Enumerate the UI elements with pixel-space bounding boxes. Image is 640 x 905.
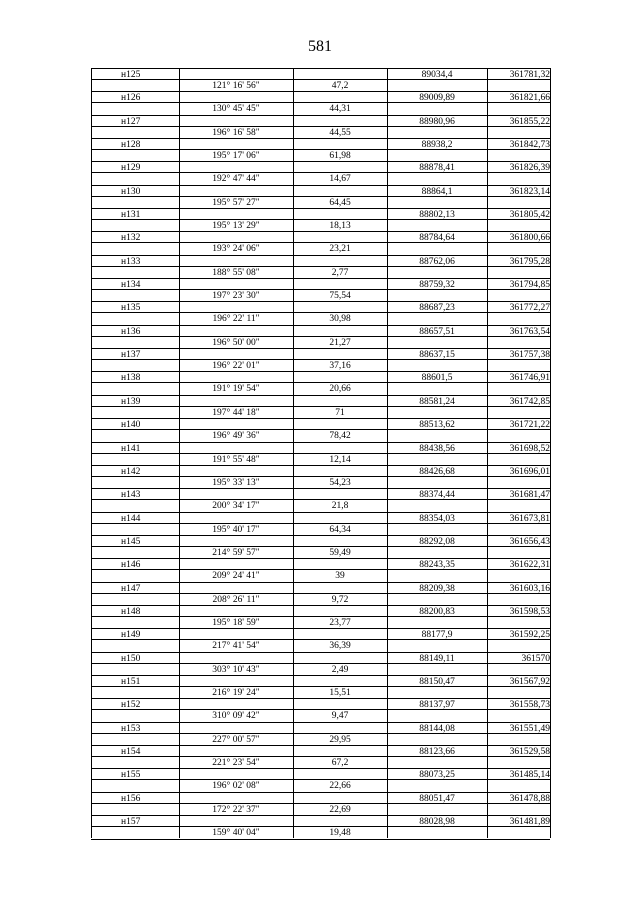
coordinate-x: 88759,32 bbox=[419, 280, 455, 291]
row-line bbox=[91, 231, 550, 232]
page-number: 581 bbox=[308, 38, 332, 55]
table-row bbox=[91, 278, 550, 301]
row-line bbox=[91, 605, 550, 606]
point-name: н156 bbox=[121, 793, 141, 804]
point-name: н126 bbox=[121, 93, 141, 104]
coordinate-x: 88150,47 bbox=[419, 676, 455, 687]
distance: 67,2 bbox=[331, 757, 349, 768]
distance: 9,47 bbox=[331, 711, 349, 722]
direction-angle: 195° 33' 13" bbox=[212, 477, 260, 488]
point-name: н144 bbox=[121, 513, 141, 524]
direction-angle: 191° 55' 48" bbox=[212, 454, 260, 465]
direction-angle: 217° 41' 54" bbox=[212, 641, 260, 652]
point-name: н146 bbox=[121, 560, 141, 571]
coordinate-x: 88784,64 bbox=[419, 233, 455, 244]
table-row bbox=[91, 161, 550, 184]
table-column-divider bbox=[293, 68, 294, 838]
point-name: н149 bbox=[121, 630, 141, 641]
coordinate-x: 88802,13 bbox=[419, 210, 455, 221]
point-name: н133 bbox=[121, 256, 141, 267]
coordinate-x: 88513,62 bbox=[419, 420, 455, 431]
row-line bbox=[91, 418, 550, 419]
direction-angle: 197° 23' 30" bbox=[212, 291, 260, 302]
direction-angle: 196° 16' 58" bbox=[212, 127, 260, 138]
coordinate-y: 361823,14 bbox=[509, 186, 550, 197]
table-row bbox=[91, 185, 550, 208]
table-row bbox=[91, 768, 550, 791]
distance: 22,69 bbox=[329, 804, 351, 815]
distance: 29,95 bbox=[329, 734, 351, 745]
point-name: н139 bbox=[121, 396, 141, 407]
table-row bbox=[91, 512, 550, 535]
coordinate-y: 361794,85 bbox=[509, 280, 550, 291]
coordinate-y: 361622,31 bbox=[509, 560, 550, 571]
distance: 61,98 bbox=[329, 151, 351, 162]
point-name: н141 bbox=[121, 443, 141, 454]
coordinate-y: 361570 bbox=[521, 653, 550, 664]
coordinate-x: 89034,4 bbox=[421, 70, 453, 80]
distance: 44,31 bbox=[329, 104, 351, 115]
table-row bbox=[91, 208, 550, 231]
coordinate-y: 361795,28 bbox=[509, 256, 550, 267]
direction-angle: 196° 49' 36" bbox=[212, 431, 260, 442]
table-row bbox=[91, 535, 550, 558]
coordinate-x: 88980,96 bbox=[419, 116, 455, 127]
distance: 44,55 bbox=[329, 127, 351, 138]
table-column-divider bbox=[179, 68, 180, 838]
coordinate-x: 88149,11 bbox=[419, 653, 455, 664]
point-name: н140 bbox=[121, 420, 141, 431]
direction-angle: 227° 00' 57" bbox=[212, 734, 260, 745]
table-row bbox=[91, 558, 550, 581]
table-row bbox=[91, 792, 550, 815]
point-name: н143 bbox=[121, 490, 141, 501]
distance: 75,54 bbox=[329, 291, 351, 302]
distance: 37,16 bbox=[329, 361, 351, 372]
row-line bbox=[91, 138, 550, 139]
table-border-left bbox=[91, 68, 92, 838]
point-name: н137 bbox=[121, 350, 141, 361]
distance: 39 bbox=[335, 571, 345, 582]
point-name: н155 bbox=[121, 770, 141, 781]
table-row bbox=[91, 605, 550, 628]
point-name: н154 bbox=[121, 746, 141, 757]
distance: 21,8 bbox=[331, 501, 349, 512]
direction-angle: 188° 55' 08" bbox=[212, 267, 260, 278]
coordinate-x: 88687,23 bbox=[419, 303, 455, 314]
direction-angle: 121° 16' 56" bbox=[212, 81, 260, 91]
coordinate-y: 361656,43 bbox=[509, 536, 550, 547]
coordinate-x: 88374,44 bbox=[419, 490, 455, 501]
direction-angle: 195° 40' 17" bbox=[212, 524, 260, 535]
coordinate-x: 88177,9 bbox=[421, 630, 453, 641]
point-name: н129 bbox=[121, 163, 141, 174]
coordinate-x: 88144,08 bbox=[419, 723, 455, 734]
coordinate-x: 88581,24 bbox=[419, 396, 455, 407]
distance: 64,45 bbox=[329, 197, 351, 208]
table-row bbox=[91, 255, 550, 278]
coordinate-x: 88209,38 bbox=[419, 583, 455, 594]
distance: 15,51 bbox=[329, 687, 351, 698]
direction-angle: 172° 22' 37" bbox=[212, 804, 260, 815]
table-bottom-line bbox=[91, 839, 550, 840]
point-name: н136 bbox=[121, 326, 141, 337]
coordinate-y: 361772,27 bbox=[509, 303, 550, 314]
point-name: н125 bbox=[121, 70, 141, 80]
direction-angle: 310° 09' 42" bbox=[212, 711, 260, 722]
point-name: н145 bbox=[121, 536, 141, 547]
row-line bbox=[91, 792, 550, 793]
point-name: н152 bbox=[121, 700, 141, 711]
distance: 19,48 bbox=[329, 828, 351, 838]
coordinate-x: 88123,66 bbox=[419, 746, 455, 757]
row-line bbox=[91, 348, 550, 349]
distance: 20,66 bbox=[329, 384, 351, 395]
direction-angle: 195° 18' 59" bbox=[212, 617, 260, 628]
direction-angle: 196° 02' 08" bbox=[212, 781, 260, 792]
point-name: н131 bbox=[121, 210, 141, 221]
distance: 54,23 bbox=[329, 477, 351, 488]
row-line bbox=[91, 535, 550, 536]
coordinate-y: 361721,22 bbox=[509, 420, 550, 431]
coordinate-y: 361478,88 bbox=[509, 793, 550, 804]
coordinate-x: 89009,89 bbox=[419, 93, 455, 104]
row-line bbox=[91, 582, 550, 583]
direction-angle: 192° 47' 44" bbox=[212, 174, 260, 185]
coordinate-y: 361826,39 bbox=[509, 163, 550, 174]
direction-angle: 209° 24' 41" bbox=[212, 571, 260, 582]
table-column-divider bbox=[387, 68, 388, 838]
row-line bbox=[91, 68, 550, 69]
coordinate-x: 88292,08 bbox=[419, 536, 455, 547]
table-row bbox=[91, 488, 550, 511]
table-column-divider bbox=[487, 68, 488, 838]
point-name: н153 bbox=[121, 723, 141, 734]
table-row bbox=[91, 91, 550, 114]
distance: 30,98 bbox=[329, 314, 351, 325]
coordinate-y: 361855,22 bbox=[509, 116, 550, 127]
table-row bbox=[91, 418, 550, 441]
direction-angle: 195° 57' 27" bbox=[212, 197, 260, 208]
row-line bbox=[91, 628, 550, 629]
table-row bbox=[91, 698, 550, 721]
coordinate-x: 88864,1 bbox=[421, 186, 453, 197]
coordinate-y: 361567,92 bbox=[509, 676, 550, 687]
distance: 78,42 bbox=[329, 431, 351, 442]
coordinates-table bbox=[91, 68, 550, 838]
direction-angle: 303° 10' 43" bbox=[212, 664, 260, 675]
table-row bbox=[91, 348, 550, 371]
coordinate-y: 361698,52 bbox=[509, 443, 550, 454]
point-name: н150 bbox=[121, 653, 141, 664]
distance: 47,2 bbox=[331, 81, 349, 91]
direction-angle: 200° 34' 17" bbox=[212, 501, 260, 512]
table-row bbox=[91, 325, 550, 348]
coordinate-x: 88637,15 bbox=[419, 350, 455, 361]
distance: 21,27 bbox=[329, 337, 351, 348]
table-row bbox=[91, 371, 550, 394]
point-name: н128 bbox=[121, 140, 141, 151]
table-row bbox=[91, 465, 550, 488]
coordinate-x: 88028,98 bbox=[419, 817, 455, 827]
direction-angle: 130° 45' 45" bbox=[212, 104, 260, 115]
point-name: н138 bbox=[121, 373, 141, 384]
coordinate-y: 361696,01 bbox=[509, 466, 550, 477]
row-line bbox=[91, 161, 550, 162]
coordinate-y: 361842,73 bbox=[509, 140, 550, 151]
direction-angle: 196° 50' 00" bbox=[212, 337, 260, 348]
direction-angle: 221° 23' 54" bbox=[212, 757, 260, 768]
coordinate-y: 361805,42 bbox=[509, 210, 550, 221]
distance: 9,72 bbox=[331, 594, 349, 605]
coordinate-x: 88051,47 bbox=[419, 793, 455, 804]
point-name: н127 bbox=[121, 116, 141, 127]
coordinate-x: 88137,97 bbox=[419, 700, 455, 711]
table-row bbox=[91, 301, 550, 324]
coordinate-x: 88073,25 bbox=[419, 770, 455, 781]
row-line bbox=[91, 558, 550, 559]
direction-angle: 195° 13' 29" bbox=[212, 221, 260, 232]
distance: 23,21 bbox=[329, 244, 351, 255]
distance: 23,77 bbox=[329, 617, 351, 628]
distance: 59,49 bbox=[329, 547, 351, 558]
point-name: н134 bbox=[121, 280, 141, 291]
coordinate-x: 88243,35 bbox=[419, 560, 455, 571]
point-name: н147 bbox=[121, 583, 141, 594]
point-name: н157 bbox=[121, 817, 141, 827]
row-line bbox=[91, 325, 550, 326]
distance: 22,66 bbox=[329, 781, 351, 792]
coordinate-x: 88601,5 bbox=[421, 373, 453, 384]
row-line bbox=[91, 745, 550, 746]
coordinate-y: 361592,25 bbox=[509, 630, 550, 641]
coordinate-x: 88657,51 bbox=[419, 326, 455, 337]
distance: 2,49 bbox=[331, 664, 349, 675]
table-row bbox=[91, 138, 550, 161]
direction-angle: 196° 22' 01" bbox=[212, 361, 260, 372]
point-name: н130 bbox=[121, 186, 141, 197]
row-line bbox=[91, 768, 550, 769]
coordinate-y: 361757,38 bbox=[509, 350, 550, 361]
row-line bbox=[91, 465, 550, 466]
table-row bbox=[91, 652, 550, 675]
row-line bbox=[91, 815, 550, 816]
direction-angle: 159° 40' 04" bbox=[212, 828, 260, 838]
coordinate-y: 361529,58 bbox=[509, 746, 550, 757]
point-name: н132 bbox=[121, 233, 141, 244]
point-name: н151 bbox=[121, 676, 141, 687]
row-line bbox=[91, 91, 550, 92]
coordinate-y: 361746,91 bbox=[509, 373, 550, 384]
coordinate-x: 88878,41 bbox=[419, 163, 455, 174]
coordinate-y: 361673,81 bbox=[509, 513, 550, 524]
coordinate-y: 361603,16 bbox=[509, 583, 550, 594]
direction-angle: 216° 19' 24" bbox=[212, 687, 260, 698]
row-line bbox=[91, 442, 550, 443]
coordinate-y: 361485,14 bbox=[509, 770, 550, 781]
coordinate-y: 361781,32 bbox=[509, 70, 550, 80]
row-line bbox=[91, 395, 550, 396]
point-name: н148 bbox=[121, 606, 141, 617]
coordinate-y: 361598,53 bbox=[509, 606, 550, 617]
row-line bbox=[91, 208, 550, 209]
distance: 12,14 bbox=[329, 454, 351, 465]
distance: 18,13 bbox=[329, 221, 351, 232]
row-line bbox=[91, 255, 550, 256]
coordinate-x: 88354,03 bbox=[419, 513, 455, 524]
table-row bbox=[91, 628, 550, 651]
row-line bbox=[91, 698, 550, 699]
row-line bbox=[91, 278, 550, 279]
coordinate-y: 361558,73 bbox=[509, 700, 550, 711]
coordinate-y: 361821,66 bbox=[509, 93, 550, 104]
coordinate-y: 361481,89 bbox=[509, 817, 550, 827]
row-line bbox=[91, 675, 550, 676]
point-name: н142 bbox=[121, 466, 141, 477]
row-line bbox=[91, 371, 550, 372]
table-row bbox=[91, 815, 550, 838]
table-row bbox=[91, 231, 550, 254]
distance: 71 bbox=[335, 407, 345, 418]
coordinate-y: 361800,66 bbox=[509, 233, 550, 244]
row-line bbox=[91, 652, 550, 653]
direction-angle: 193° 24' 06" bbox=[212, 244, 260, 255]
coordinate-x: 88438,56 bbox=[419, 443, 455, 454]
row-line bbox=[91, 301, 550, 302]
coordinate-y: 361742,85 bbox=[509, 396, 550, 407]
coordinate-y: 361681,47 bbox=[509, 490, 550, 501]
table-row bbox=[91, 68, 550, 91]
direction-angle: 196° 22' 11" bbox=[212, 314, 260, 325]
table-row bbox=[91, 395, 550, 418]
direction-angle: 195° 17' 06" bbox=[212, 151, 260, 162]
table-row bbox=[91, 675, 550, 698]
point-name: н135 bbox=[121, 303, 141, 314]
table-row bbox=[91, 442, 550, 465]
coordinate-y: 361763,54 bbox=[509, 326, 550, 337]
direction-angle: 197° 44' 18" bbox=[212, 407, 260, 418]
coordinate-x: 88938,2 bbox=[421, 140, 453, 151]
table-row bbox=[91, 722, 550, 745]
coordinate-x: 88200,83 bbox=[419, 606, 455, 617]
table-border-right bbox=[550, 68, 551, 838]
row-line bbox=[91, 185, 550, 186]
row-line bbox=[91, 722, 550, 723]
distance: 64,34 bbox=[329, 524, 351, 535]
row-line bbox=[91, 488, 550, 489]
row-line bbox=[91, 512, 550, 513]
coordinate-x: 88762,06 bbox=[419, 256, 455, 267]
distance: 2,77 bbox=[331, 267, 349, 278]
row-line bbox=[91, 115, 550, 116]
direction-angle: 208° 26' 11" bbox=[212, 594, 260, 605]
distance: 14,67 bbox=[329, 174, 351, 185]
coordinate-y: 361551,49 bbox=[509, 723, 550, 734]
direction-angle: 214° 59' 57" bbox=[212, 547, 260, 558]
table-row bbox=[91, 582, 550, 605]
distance: 36,39 bbox=[329, 641, 351, 652]
table-row bbox=[91, 115, 550, 138]
coordinate-x: 88426,68 bbox=[419, 466, 455, 477]
direction-angle: 191° 19' 54" bbox=[212, 384, 260, 395]
table-row bbox=[91, 745, 550, 768]
